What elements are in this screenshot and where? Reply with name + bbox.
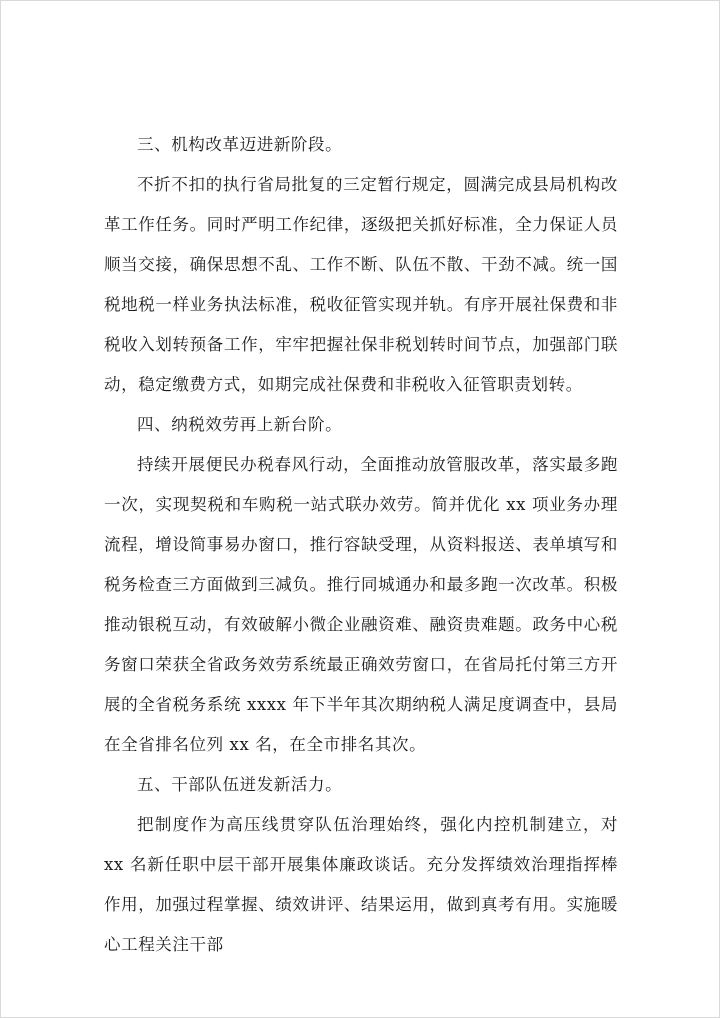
section-paragraph-3: 不折不扣的执行省局批复的三定暂行规定，圆满完成县局机构改革工作任务。同时严明工作纪律，逐级把关抓好标准，全力保证人员顺当交接，确保思想不乱、工作不断、队伍不散、干劲不减。统一国税地税一样业务执法标准，税收征管实现并轨。有序开展社保费和非税收入划转预备工作，牢牢把握社保非税划转时间节点，加强部门联动，稳定缴费方式，如期完成社保费和非税收入征管职责划转。 [104, 175, 618, 394]
section-heading-3: 三、机构改革迈进新阶段。 [137, 135, 343, 154]
section-paragraph-5: 把制度作为高压线贯穿队伍治理始终，强化内控机制建立，对 xx 名新任职中层干部开展集体廉政谈话。充分发挥绩效治理指挥棒作用，加强过程掌握、绩效讲评、结果运用，做到真考有用。实施暖心工程关注干部 [104, 815, 618, 954]
section-heading-5: 五、干部队伍迸发新活力。 [137, 775, 343, 794]
section-paragraph-4: 持续开展便民办税春风行动，全面推动放管服改革，落实最多跑一次，实现契税和车购税一站式联办效劳。简并优化 xx 项业务办理流程，增设简事易办窗口，推行容缺受理，从资料报送、表单填写和税务检查三方面做到三减负。推行同城通办和最多跑一次改革。积极推动银税互动，有效破解小微企业融资难、融资贵难题。政务中心税务窗口荣获全省政务效劳系统最正确效劳窗口，在省局托付第三方开展的全省税务系统 xxxx 年下半年其次期纳税人满足度调查中，县局在全省排名位列 xx 名，在全市排名其次。 [104, 455, 618, 754]
section-heading-4: 四、纳税效劳再上新台阶。 [137, 415, 343, 434]
document-body [104, 125, 618, 965]
